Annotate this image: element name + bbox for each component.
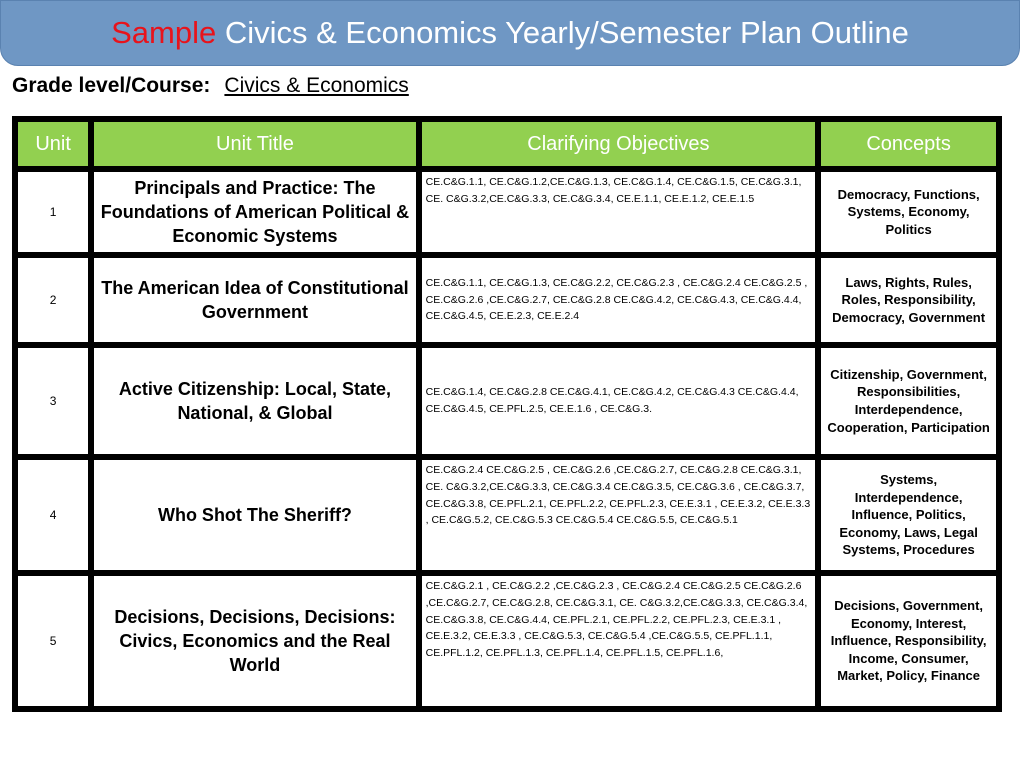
table-row: [18, 258, 996, 342]
unit-objectives: CE.C&G.1.1, CE.C&G.1.2,CE.C&G.1.3, CE.C&G.1.4, CE.C&G.1.5, CE.C&G.3.1, CE. C&G.3.2,CE.C&G.3.3, CE.C&G.3.4, CE.E.1.1, CE.E.1.2, CE.E.1.5: [422, 172, 816, 252]
col-header-unit-title: Unit Title: [94, 122, 415, 166]
unit-objectives: CE.C&G.1.4, CE.C&G.2.8 CE.C&G.4.1, CE.C&G.4.2, CE.C&G.4.3 CE.C&G.4.4, CE.C&G.4.5, CE.PFL.2.5, CE.E.1.6 , CE.C&G.3.: [422, 348, 816, 454]
title-text: Civics & Economics Yearly/Semester Plan Outline: [216, 15, 909, 50]
col-header-objectives: Clarifying Objectives: [422, 122, 816, 166]
unit-concepts: Citizenship, Government, Responsibilities, Interdependence, Cooperation, Participation: [821, 348, 996, 454]
unit-concepts: Decisions, Government, Economy, Interest, Influence, Responsibility, Income, Consumer, Market, Policy, Finance: [821, 576, 996, 706]
table-row: [18, 172, 996, 252]
title-banner: [0, 0, 1020, 66]
unit-number: 2: [18, 258, 88, 342]
plan-table: [12, 116, 1002, 712]
unit-concepts: Laws, Rights, Rules, Roles, Responsibility, Democracy, Government: [821, 258, 996, 342]
unit-number: 1: [18, 172, 88, 252]
unit-number: 4: [18, 460, 88, 570]
course-value: Civics & Economics: [224, 74, 409, 97]
course-label: Grade level/Course:: [12, 74, 211, 97]
unit-concepts: Systems, Interdependence, Influence, Politics, Economy, Laws, Legal Systems, Procedures: [821, 460, 996, 570]
unit-title: Decisions, Decisions, Decisions: Civics, Economics and the Real World: [94, 576, 415, 706]
plan-table-frame: [12, 116, 1002, 712]
slide-title: [111, 15, 909, 51]
unit-title: Active Citizenship: Local, State, National, & Global: [94, 348, 415, 454]
unit-title: The American Idea of Constitutional Government: [94, 258, 415, 342]
unit-objectives: CE.C&G.2.1 , CE.C&G.2.2 ,CE.C&G.2.3 , CE.C&G.2.4 CE.C&G.2.5 CE.C&G.2.6 ,CE.C&G.2.7, CE.C&G.2.8, CE.C&G.3.1, CE. C&G.3.2,CE.C&G.3.3, CE.C&G.3.4, CE.C&G.3.8, CE.C&G.4.4, CE.PFL.2.1, CE.PFL.2.2, CE.PFL.2.3, CE.E.3.1 , CE.E.3.2, CE.E.3.3 , CE.C&G.5.3, CE.C&G.5.4 ,CE.C&G.5.5, CE.PFL.1.1, CE.PFL.1.2, CE.PFL.1.3, CE.PFL.1.4, CE.PFL.1.5, CE.PFL.1.6,: [422, 576, 816, 706]
table-row: [18, 460, 996, 570]
unit-title: Principals and Practice: The Foundations of American Political & Economic Systems: [94, 172, 415, 252]
unit-objectives: CE.C&G.2.4 CE.C&G.2.5 , CE.C&G.2.6 ,CE.C&G.2.7, CE.C&G.2.8 CE.C&G.3.1, CE. C&G.3.2,CE.C&G.3.3, CE.C&G.3.4 CE.C&G.3.5, CE.C&G.3.6 , CE.C&G.3.7, CE.C&G.3.8, CE.PFL.2.1, CE.PFL.2.2, CE.PFL.2.3, CE.E.3.1 , CE.E.3.2, CE.E.3.3 , CE.C&G.5.2, CE.C&G.5.3 CE.C&G.5.4 CE.C&G.5.5, CE.C&G.5.1: [422, 460, 816, 570]
title-accent: Sample: [111, 15, 217, 50]
unit-number: 5: [18, 576, 88, 706]
unit-concepts: Democracy, Functions, Systems, Economy, Politics: [821, 172, 996, 252]
col-header-concepts: Concepts: [821, 122, 996, 166]
col-header-unit: Unit: [18, 122, 88, 166]
table-row: [18, 348, 996, 454]
unit-number: 3: [18, 348, 88, 454]
table-row: [18, 576, 996, 706]
table-header-row: [18, 122, 996, 166]
unit-title: Who Shot The Sheriff?: [94, 460, 415, 570]
unit-objectives: CE.C&G.1.1, CE.C&G.1.3, CE.C&G.2.2, CE.C&G.2.3 , CE.C&G.2.4 CE.C&G.2.5 , CE.C&G.2.6 ,CE.C&G.2.7, CE.C&G.2.8 CE.C&G.4.2, CE.C&G.4.3, CE.C&G.4.4, CE.C&G.4.5, CE.E.2.3, CE.E.2.4: [422, 258, 816, 342]
course-line: [12, 74, 409, 98]
